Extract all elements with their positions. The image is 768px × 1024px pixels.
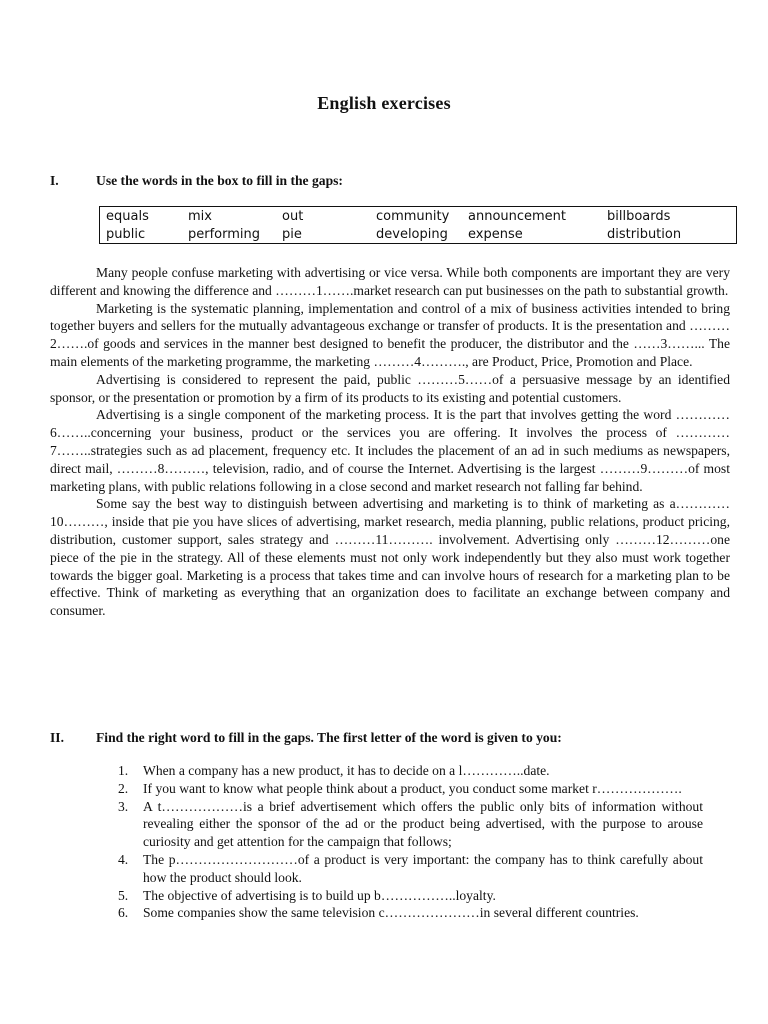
page-title: English exercises — [317, 93, 451, 113]
word-box-word: community — [376, 209, 450, 224]
exercise-list — [50, 762, 703, 922]
list-item-text: When a company has a new product, it has to decide on a l…………..date. — [143, 763, 550, 778]
list-item-text: A t………………is a brief advertisement which offers the public only bits of information without revealing either the sponsor of the ad or the product being advertised, with the purpose to arouse curiosity and get attention for the campaign that follows; — [143, 798, 703, 850]
word-box-word: out — [282, 209, 304, 224]
word-box-word: pie — [282, 227, 302, 242]
list-item — [50, 798, 703, 851]
word-box-word: expense — [468, 227, 523, 242]
section-1-number: I. — [50, 173, 59, 188]
list-item-text: If you want to know what people think about a product, you conduct some market r………………. — [143, 780, 682, 796]
list-item — [50, 851, 703, 887]
word-box — [99, 206, 737, 244]
list-item-text: The objective of advertising is to build up b……………..loyalty. — [143, 887, 496, 903]
list-item-number: 1. — [118, 763, 129, 778]
list-item-number: 3. — [118, 798, 129, 814]
word-box-word: developing — [376, 227, 448, 242]
word-box-word: mix — [188, 209, 212, 224]
section-2-number: II. — [50, 730, 64, 745]
word-box-word: announcement — [468, 209, 567, 224]
list-item-text: Some companies show the same television c…………………in several different countries. — [143, 905, 639, 921]
section-2-instruction: Find the right word to fill in the gaps. The first letter of the word is given to you: — [96, 730, 562, 745]
word-box-row-1 — [100, 208, 736, 226]
passage-paragraph: Marketing is the systematic planning, implementation and control of a mix of business activities intended to bring together buyers and sellers for the mutually advantageous exchange or transfer of products. It is the presentation and ………2…….of goods and services in the manner best designed to benefit the producer, the distributor and the ……3……... The main elements of the marketing programme, the marketing ………4………., are Product, Price, Promotion and Place. — [50, 300, 730, 369]
passage-paragraph: Advertising is a single component of the marketing process. It is the part that involves getting the word …………6……..concerning your business, product or the services you are offering. It involves the process of …………7……..strategies such as ad placement, frequency etc. It includes the placement of an ad in such mediums as newspapers, direct mail, ………8………, television, radio, and of course the Internet. Advertising is the largest ………9………of most marketing plans, with public relations following in a close second and market research not falling far behind. — [50, 407, 730, 494]
passage-paragraph: Some say the best way to distinguish between advertising and marketing is to think of marketing as a…………10………, inside that pie you have slices of advertising, market research, media planning, public relations, product pricing, distribution, customer support, sales strategy and ………11………. involvement. Advertising only ………12………one piece of the pie in the strategy. All of these elements must not only work independently but they also must work together towards the bigger goal. Marketing is a process that takes time and can involve hours of research for a marketing plan to be effective. Think of marketing as everything that an organization does to facilitate an exchange between company and consumer. — [50, 496, 730, 619]
word-box-word: public — [106, 227, 146, 242]
list-item — [50, 904, 703, 922]
list-item-number: 6. — [118, 905, 129, 921]
reading-passage — [50, 264, 730, 620]
section-1-instruction: Use the words in the box to fill in the gaps: — [96, 173, 343, 188]
passage-paragraph: Many people confuse marketing with advertising or vice versa. While both components are important they are very different and knowing the difference and ………1…….market research can put businesses on the path to substantial growth. — [50, 265, 730, 298]
word-box-word: performing — [188, 227, 261, 242]
list-item — [50, 762, 703, 780]
list-item-number: 5. — [118, 887, 129, 903]
list-item-number: 4. — [118, 851, 129, 867]
list-item-number: 2. — [118, 780, 129, 796]
list-item-text: The p………………………of a product is very important: the company has to think carefully about how the product should look. — [143, 851, 703, 885]
word-box-word: distribution — [607, 227, 682, 242]
word-box-word: billboards — [607, 209, 671, 224]
list-item — [50, 780, 703, 798]
word-box-word: equals — [106, 209, 149, 224]
passage-paragraph: Advertising is considered to represent the paid, public ………5……of a persuasive message by an identified sponsor, or the presentation or promotion by a firm of its products to its existing and potential customers. — [50, 371, 730, 405]
list-item — [50, 887, 703, 905]
word-box-row-2 — [100, 226, 736, 244]
